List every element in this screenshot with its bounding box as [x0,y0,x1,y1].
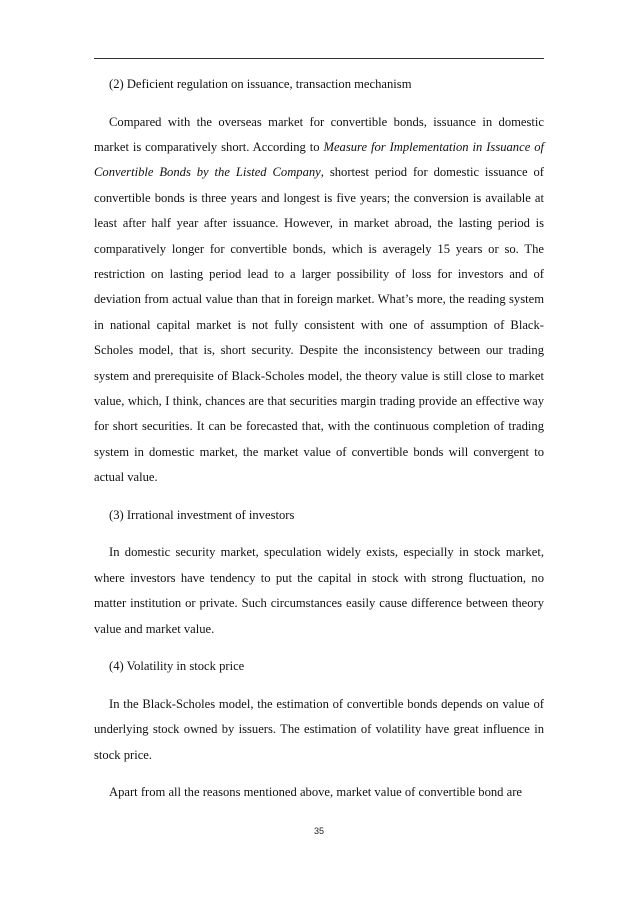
paragraph: Apart from all the reasons mentioned above, market value of convertible bond are [109,785,522,800]
page-content [94,72,544,806]
paragraph [94,110,544,491]
section-heading-4: (4) Volatility in stock price [109,659,245,674]
paragraph: In the Black-Scholes model, the estimation of convertible bonds depends on value of underlying stock owned by issuers. The estimation of volatility have great influence in stock price. [94,696,544,762]
document-title-italic: Measure for Implementation in Issuance of Convertible Bonds by the Listed Company [94,140,544,180]
section-heading-3: (3) Irrational investment of investors [109,507,295,522]
page-number: 35 [313,826,324,836]
paragraph-text: , shortest period for domestic issuance of convertible bonds is three years and longest is five years; the conversion is available at least after half year after issuance. However, in market abroad, the lasting period is comparatively longer for convertible bonds, which is averagely 15 years or so. The restriction on lasting period lead to a larger possibility of loss for investors and of deviation from actual value than that in foreign market. What’s more, the reading system in national capital market is not fully consistent with one of assumption of Black-Scholes model, that is, short security. Despite the inconsistency between our trading system and prerequisite of Black-Scholes model, the theory value is still close to market value, which, I think, chances are that securities margin trading provide an effective way for short securities. It can be forecasted that, with the continuous completion of trading system in domestic market, the market value of convertible bonds will convergent to actual value. [94,165,544,485]
paragraph: In domestic security market, speculation widely exists, especially in stock market, where investors have tendency to put the capital in stock with strong fluctuation, no matter institution or private. Such circumstances easily cause difference between theory value and market value. [94,545,544,636]
header-rule [94,58,544,59]
section-heading-2: (2) Deficient regulation on issuance, transaction mechanism [109,77,412,91]
paragraph-text: Compared with the overseas market for convertible bonds, issuance in domestic market is comparatively short. According to [94,114,544,154]
